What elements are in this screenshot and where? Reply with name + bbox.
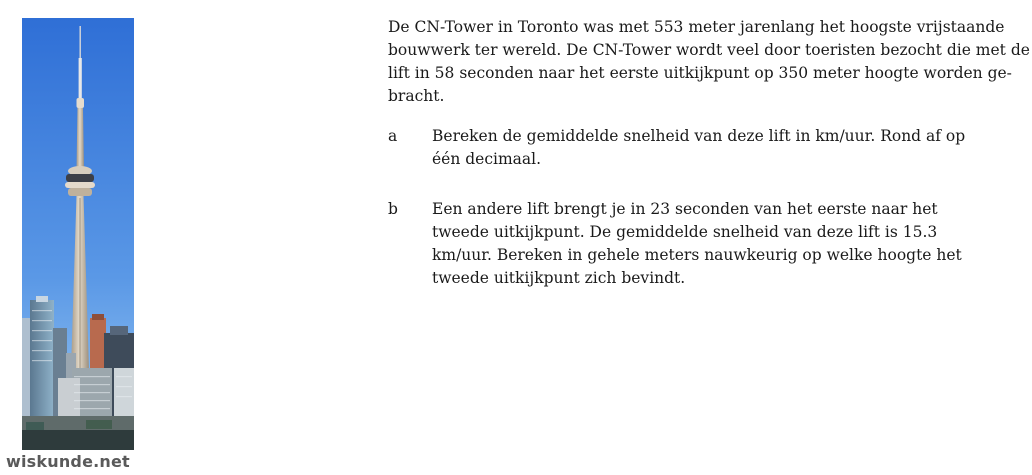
question-a [388, 125, 1013, 171]
question-label: a [388, 127, 398, 145]
building-top [110, 326, 128, 335]
tower-pod-windows [66, 174, 94, 182]
question-line: tweede uitkijkpunt zich bevindt. [432, 269, 686, 287]
question-line: tweede uitkijkpunt. De gemiddelde snelheid van deze lift is 15.3 [432, 223, 938, 241]
trees [86, 420, 112, 429]
intro-paragraph [388, 16, 1030, 108]
intro-line: De CN-Tower in Toronto was met 553 meter jarenlang het hoogste vrijstaande [388, 18, 1005, 36]
watermark: wiskunde.net [6, 452, 130, 471]
cn-tower-photo [22, 18, 134, 450]
tower-antenna-base [79, 58, 82, 100]
intro-line: lift in 58 seconden naar het eerste uitkijkpunt op 350 meter hoogte worden ge- [388, 64, 1012, 82]
building-top [92, 314, 104, 320]
building-top [36, 296, 48, 302]
question-line: één decimaal. [432, 150, 542, 168]
question-line: Bereken de gemiddelde snelheid van deze lift in km/uur. Rond af op [432, 127, 966, 145]
tower-upper-shaft [77, 108, 85, 168]
intro-line: bouwwerk ter wereld. De CN-Tower wordt veel door toeristen bezocht die met de [388, 41, 1030, 59]
question-label: b [388, 200, 398, 218]
intro-line: bracht. [388, 87, 445, 105]
tower-pod-ring [65, 182, 95, 188]
question-line: Een andere lift brengt je in 23 seconden van het eerste naar het [432, 200, 938, 218]
waterfront [22, 430, 134, 450]
question-body [432, 125, 1013, 171]
trees [26, 422, 44, 430]
exercise-text [388, 16, 1030, 290]
cn-tower-illustration [22, 18, 134, 450]
question-body [432, 198, 1013, 290]
tower-pod-bottom [68, 188, 92, 196]
question-line: km/uur. Bereken in gehele meters nauwkeurig op welke hoogte het [432, 246, 962, 264]
tower-skypod [77, 98, 85, 108]
question-b [388, 198, 1013, 290]
